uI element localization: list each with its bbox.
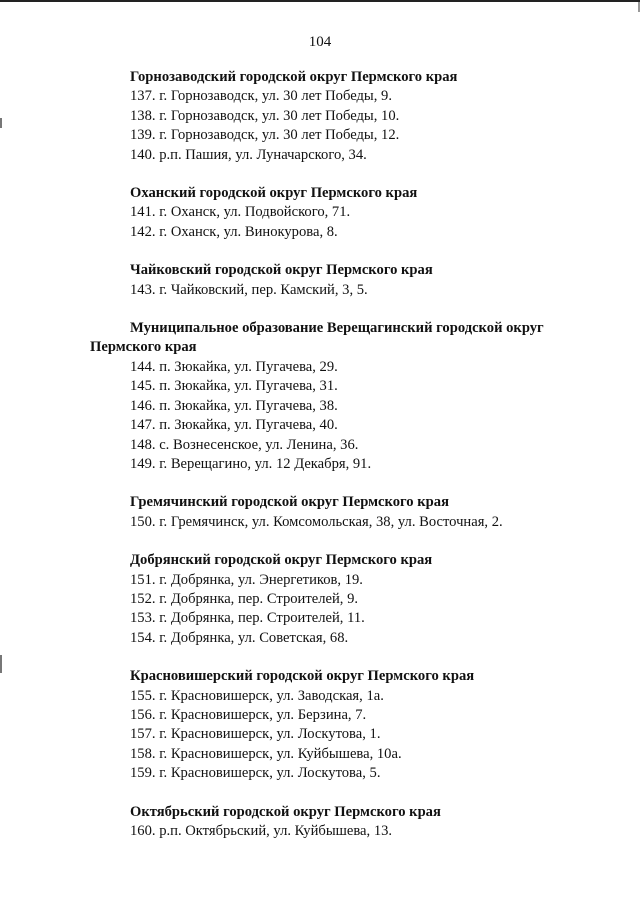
address-item: 156. г. Красновишерск, ул. Берзина, 7. <box>130 706 367 723</box>
section-krasnovishersky <box>90 667 610 783</box>
section-title: Муниципальное образование Верещагинский городской округ Пермского края <box>90 320 544 356</box>
address-item: 147. п. Зюкайка, ул. Пугачева, 40. <box>130 417 338 434</box>
address-item: 154. г. Добрянка, ул. Советская, 68. <box>130 629 349 646</box>
address-item: 148. с. Вознесенское, ул. Ленина, 36. <box>130 436 359 453</box>
address-item: 155. г. Красновишерск, ул. Заводская, 1а. <box>130 687 384 704</box>
section-title: Оханский городской округ Пермского края <box>130 185 418 202</box>
address-item: 143. г. Чайковский, пер. Камский, 3, 5. <box>130 281 368 298</box>
section-chaikovsky <box>90 261 610 300</box>
top-scan-rule <box>0 0 640 2</box>
address-item: 151. г. Добрянка, ул. Энергетиков, 19. <box>130 571 363 588</box>
section-title: Октябрьский городской округ Пермского края <box>130 803 441 820</box>
section-oktyabrsky <box>90 803 610 842</box>
section-title: Красновишерский городской округ Пермского края <box>130 668 475 685</box>
address-item: 140. р.п. Пашия, ул. Луначарского, 34. <box>130 146 367 163</box>
address-item: 142. г. Оханск, ул. Винокурова, 8. <box>130 223 338 240</box>
address-item: 158. г. Красновишерск, ул. Куйбышева, 10а. <box>130 745 402 762</box>
section-title: Гремячинский городской округ Пермского края <box>130 494 449 511</box>
address-item: 145. п. Зюкайка, ул. Пугачева, 31. <box>130 378 338 395</box>
address-item: 152. г. Добрянка, пер. Строителей, 9. <box>130 590 359 607</box>
document-body <box>90 68 610 860</box>
address-item: 139. г. Горнозаводск, ул. 30 лет Победы, 12. <box>130 127 400 144</box>
page-number: 104 <box>308 34 332 50</box>
section-gremyachinsky <box>90 493 610 532</box>
address-item: 149. г. Верещагино, ул. 12 Декабря, 91. <box>130 455 372 472</box>
address-item: 137. г. Горнозаводск, ул. 30 лет Победы, 9. <box>130 88 392 105</box>
address-item: 141. г. Оханск, ул. Подвойского, 71. <box>130 204 351 221</box>
address-item: 138. г. Горнозаводск, ул. 30 лет Победы, 10. <box>130 107 400 124</box>
address-item: 159. г. Красновишерск, ул. Лоскутова, 5. <box>130 765 381 782</box>
section-title: Горнозаводский городской округ Пермского края <box>130 69 458 85</box>
scan-mark <box>0 118 2 128</box>
address-item: 144. п. Зюкайка, ул. Пугачева, 29. <box>130 358 338 375</box>
address-item: 153. г. Добрянка, пер. Строителей, 11. <box>130 610 365 627</box>
scan-mark <box>0 655 2 673</box>
section-title: Добрянский городской округ Пермского края <box>130 552 433 569</box>
section-vereshchaginsky <box>90 319 610 474</box>
address-item: 160. р.п. Октябрьский, ул. Куйбышева, 13. <box>130 823 393 839</box>
address-item: 157. г. Красновишерск, ул. Лоскутова, 1. <box>130 726 381 743</box>
section-dobryansky <box>90 551 610 648</box>
section-title: Чайковский городской округ Пермского края <box>130 262 433 279</box>
section-gornozavodsky <box>90 68 610 165</box>
section-okhansky <box>90 184 610 242</box>
address-item: 150. г. Гремячинск, ул. Комсомольская, 38, ул. Восточная, 2. <box>130 513 503 530</box>
address-item: 146. п. Зюкайка, ул. Пугачева, 38. <box>130 397 338 414</box>
